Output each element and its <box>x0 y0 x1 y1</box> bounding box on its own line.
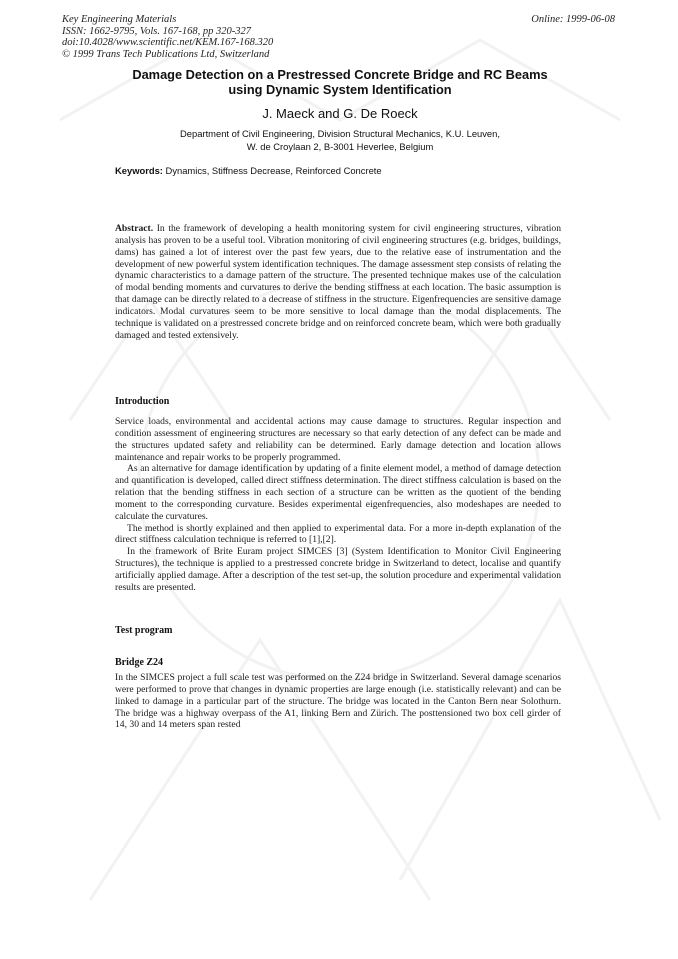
title-line-2: using Dynamic System Identification <box>228 82 452 97</box>
keywords-text: Dynamics, Stiffness Decrease, Reinforced Concrete <box>165 165 382 176</box>
journal-name: Key Engineering Materials <box>62 14 177 25</box>
affiliation-line-2: W. de Croylaan 2, B-3001 Heverlee, Belgium <box>246 140 434 152</box>
test-program-heading: Test program <box>115 625 173 636</box>
keywords <box>115 165 382 176</box>
doi-line: doi:10.4028/www.scientific.net/KEM.167-168.320 <box>62 37 274 49</box>
keywords-label: Keywords: <box>115 165 163 176</box>
abstract <box>115 223 561 341</box>
paper-title <box>60 67 620 97</box>
authors: J. Maeck and G. De Roeck <box>262 106 418 121</box>
intro-paragraph-1: Service loads, environmental and accidental actions may cause damage to structures. Regular inspection and condition assessment of engineering structures are necessary so that early detection of any defect can be made and the structures updated safety and reliability can be determined. Early damage detection and location allows maintenance and repair works to be properly programmed. <box>115 416 561 463</box>
affiliation-line-1: Department of Civil Engineering, Division Structural Mechanics, K.U. Leuven, <box>180 128 500 139</box>
abstract-text: In the framework of developing a health monitoring system for civil engineering structures, vibration analysis has proven to be a useful tool. Vibration monitoring of civil engineering structures (e.g. bridges, buildings, dams) has gained a lot of interest over the past few years, due to the relative ease of instrumentation and the development of new powerful system identification techniques. The damage assessment step consists of relating the dynamic characteristics to a damage pattern of the structure. The presented technique makes use of the calculation of modal bending moments and curvatures to derive the bending stiffness at each location. The basic assumption is that damage can be directly related to a decrease of stiffness in the structure. Eigenfrequencies are sensitive damage indicators. Modal curvatures seem to be more sensitive to local damage than the modal displacements. The technique is validated on a prestressed concrete bridge and on reinforced concrete beam, which were both gradually damaged and tested extensively. <box>115 223 561 341</box>
online-date: Online: 1999-06-08 <box>531 14 615 25</box>
introduction-body <box>115 416 561 594</box>
intro-paragraph-4: In the framework of Brite Euram project SIMCES [3] (System Identification to Monitor Civil Engineering Structures), the technique is applied to a prestressed concrete bridge in Switzerland to detect, localise and quantify artificially applied damage. After a description of the test set-up, the solution procedure and experimental validation results are presented. <box>115 546 561 593</box>
bridge-body <box>115 672 561 731</box>
introduction-heading: Introduction <box>115 396 170 407</box>
intro-paragraph-2: As an alternative for damage identification by updating of a finite element model, a method of damage detection and quantification is developed, called direct stiffness determination. The direct stiffness calculation is based on the relation that the bending stiffness in each section of a structure can be written as the quotient of the bending moment to the corresponding curvature. Besides experimental eigenfrequencies, also modeshapes are needed to calculate the curvatures. <box>115 463 561 522</box>
issn-line: ISSN: 1662-9795, Vols. 167-168, pp 320-327 <box>62 25 251 37</box>
abstract-label: Abstract. <box>115 223 154 234</box>
publication-header <box>62 14 273 60</box>
title-line-1: Damage Detection on a Prestressed Concrete Bridge and RC Beams <box>132 67 548 82</box>
intro-paragraph-3: The method is shortly explained and then applied to experimental data. For a more in-depth explanation of the direct stiffness calculation technique is referred to [1],[2]. <box>115 522 561 546</box>
bridge-z24-heading: Bridge Z24 <box>115 657 164 668</box>
copyright-line: © 1999 Trans Tech Publications Ltd, Switzerland <box>62 48 270 60</box>
bridge-paragraph-1: In the SIMCES project a full scale test was performed on the Z24 bridge in Switzerland. Several damage scenarios were performed to prove that changes in dynamic properties are large enough (i.e. statistically relevant) and can be linked to damage in a particular part of the structure. The bridge was located in the Canton Bern near Solothurn. The bridge was a highway overpass of the A1, linking Bern and Zürich. The posttensioned two box cell girder of 14, 30 and 14 meters span rested <box>115 672 561 731</box>
affiliation <box>60 128 620 153</box>
